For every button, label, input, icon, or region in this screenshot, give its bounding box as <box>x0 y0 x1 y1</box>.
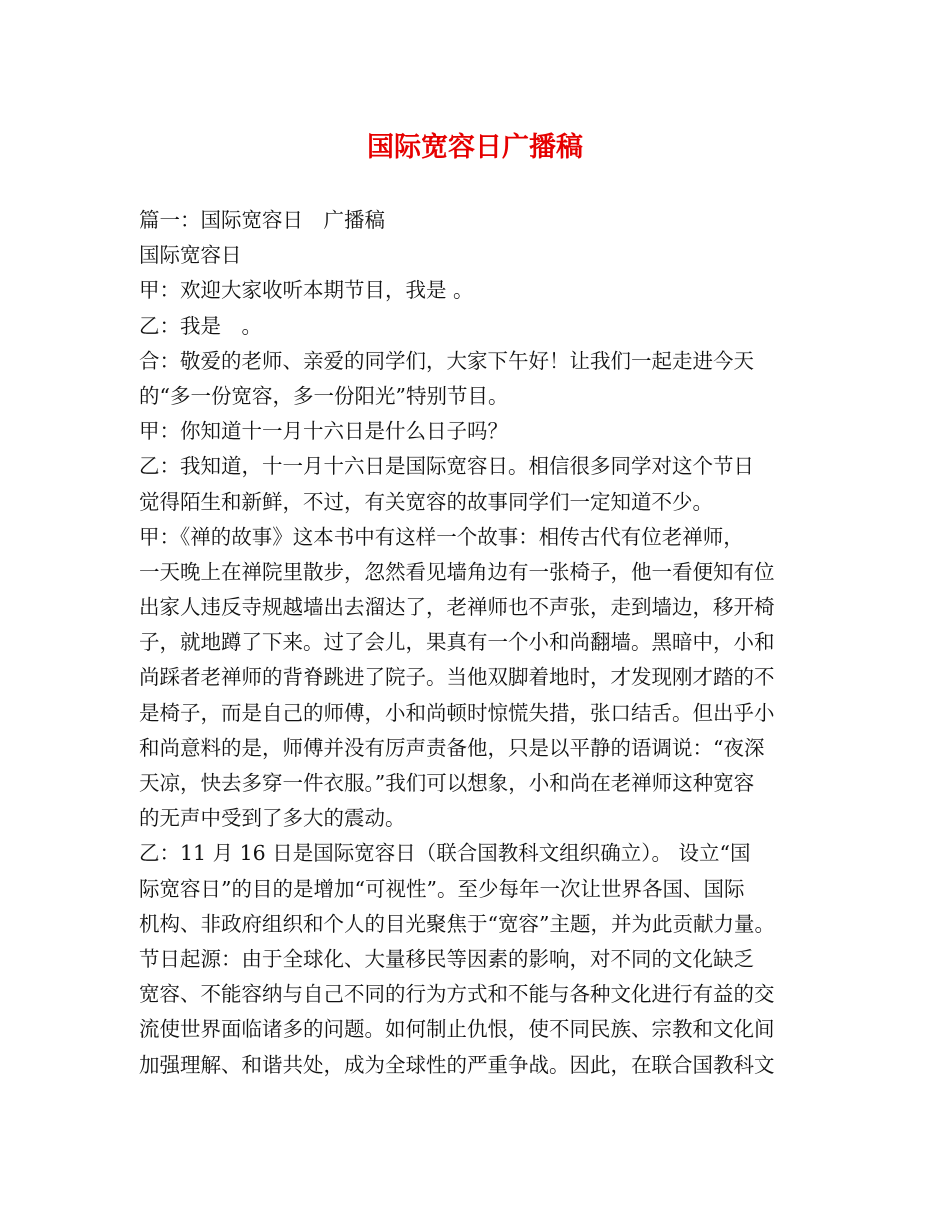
text-line: 甲：《禅的故事》这本书中有这样一个故事：相传古代有位老禅师， <box>139 524 744 549</box>
text-line: 天凉，快去多穿一件衣服。”我们可以想象，小和尚在老禅师这种宽容 <box>139 771 755 795</box>
text-line: 甲：你知道十一月十六日是什么日子吗？ <box>139 419 508 444</box>
document-body <box>139 203 814 1083</box>
text-line: 的无声中受到了多大的震动。 <box>139 806 406 831</box>
text-line: 尚踩者老禅师的背脊跳进了院子。当他双脚着地时，才发现刚才踏的不 <box>139 665 775 690</box>
text-line: 乙：11 月 16 日是国际宽容日（联合国教科文组织确立）。 设立“国 <box>139 841 751 866</box>
text-line: 的“多一份宽容，多一份阳光”特别节目。 <box>139 383 509 408</box>
text-line: 子，就地蹲了下来。过了会儿，果真有一个小和尚翻墙。黑暗中，小和 <box>139 630 775 655</box>
text-line: 和尚意料的是，师傅并没有厉声责备他，只是以平静的语调说：“夜深 <box>139 735 765 760</box>
text-line: 加强理解、和谐共处，成为全球性的严重争战。因此，在联合国教科文 <box>139 1052 775 1077</box>
text-line: 乙：我知道，十一月十六日是国际宽容日。相信很多同学对这个节日 <box>139 454 754 479</box>
text-line: 合：敬爱的老师、亲爱的同学们，大家下午好！让我们一起走进今天 <box>139 348 754 373</box>
text-line: 机构、非政府组织和个人的目光聚焦于“宽容”主题，并为此贡献力量。 <box>139 911 775 936</box>
text-line: 流使世界面临诸多的问题。如何制止仇恨，使不同民族、宗教和文化间 <box>139 1017 775 1042</box>
text-line: 国际宽容日 <box>139 243 242 268</box>
text-line: 一天晚上在禅院里散步，忽然看见墙角边有一张椅子，他一看便知有位 <box>139 559 775 584</box>
text-line: 觉得陌生和新鲜，不过，有关宽容的故事同学们一定知道不少。 <box>139 489 713 514</box>
text-line: 乙：我是 。 <box>139 313 262 338</box>
text-line: 宽容、不能容纳与自己不同的行为方式和不能与各种文化进行有益的交 <box>139 982 775 1007</box>
text-line: 际宽容日”的目的是增加“可视性”。至少每年一次让世界各国、国际 <box>139 876 745 901</box>
text-line: 篇一：国际宽容日 广播稿 <box>139 208 385 232</box>
text-line: 出家人违反寺规越墙出去溜达了，老禅师也不声张，走到墙边，移开椅 <box>139 595 775 620</box>
document-title: 国际宽容日广播稿 <box>367 132 583 163</box>
text-line: 节日起源：由于全球化、大量移民等因素的影响，对不同的文化缺乏 <box>139 946 754 971</box>
text-line: 是椅子，而是自己的师傅，小和尚顿时惊慌失措，张口结舌。但出乎小 <box>139 700 775 725</box>
text-line: 甲：欢迎大家收听本期节目，我是 。 <box>139 278 474 303</box>
